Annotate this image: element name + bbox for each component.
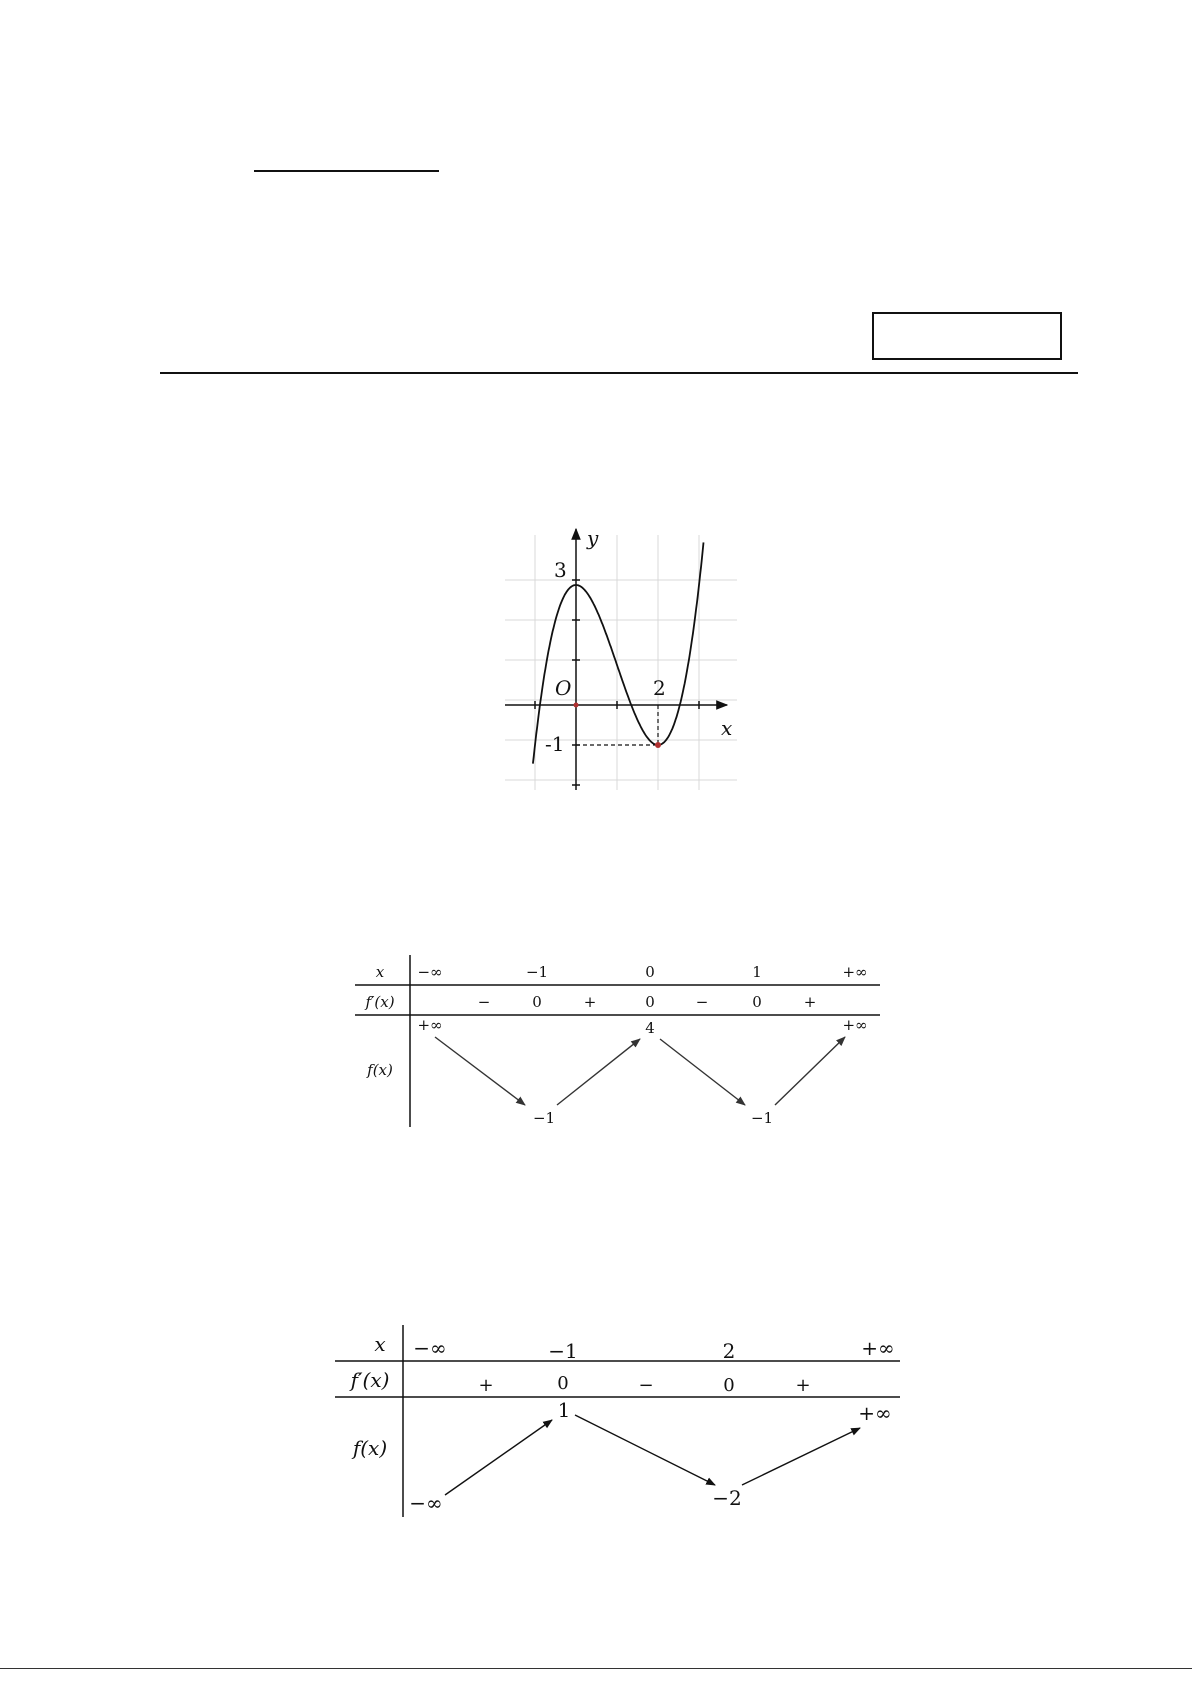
t2-x-2: 2 — [722, 1339, 736, 1363]
t2-zero-2: 0 — [723, 1375, 735, 1396]
t1-label-fprime: f′(x) — [365, 993, 395, 1011]
t1-f-min-b: −1 — [750, 1109, 774, 1127]
t1-sign-1: − — [477, 993, 491, 1011]
t1-arrow-2 — [557, 1039, 640, 1105]
t1-x-minus1: −1 — [525, 963, 549, 981]
t1-f-left: +∞ — [417, 1016, 443, 1034]
t2-arrow-2 — [575, 1415, 715, 1485]
exam-code-box — [872, 312, 1062, 360]
variation-table-1 — [350, 955, 910, 1135]
t2-arrow-1 — [445, 1420, 552, 1495]
t2-label-f: f(x) — [352, 1436, 388, 1460]
t2-label-fprime: f′(x) — [350, 1368, 390, 1392]
t1-sign-4: + — [803, 993, 817, 1011]
t2-x-neg-inf: −∞ — [413, 1336, 447, 1360]
t1-x-neg-inf: −∞ — [417, 963, 443, 981]
t2-x-pos-inf: +∞ — [861, 1336, 895, 1360]
t1-arrow-4 — [775, 1037, 845, 1105]
t2-f-right: +∞ — [858, 1401, 892, 1425]
max-value-label: 3 — [554, 558, 567, 582]
t2-sign-1: + — [478, 1375, 494, 1396]
origin-label: O — [555, 676, 572, 700]
t1-f-min-a: −1 — [532, 1109, 556, 1127]
t1-arrow-1 — [435, 1037, 525, 1105]
min-value-label: -1 — [545, 732, 565, 756]
t1-f-right: +∞ — [842, 1016, 868, 1034]
t2-f-min: −2 — [712, 1486, 742, 1510]
origin-point — [574, 703, 579, 708]
x-axis-label: x — [721, 716, 733, 740]
function-graph — [495, 515, 745, 795]
t1-zero-3: 0 — [752, 993, 762, 1011]
min-point — [655, 742, 661, 748]
t1-zero-1: 0 — [532, 993, 542, 1011]
t2-label-x: x — [374, 1332, 386, 1356]
t2-arrow-3 — [742, 1428, 860, 1485]
t2-sign-2: − — [638, 1375, 654, 1396]
footer-rule — [0, 1668, 1192, 1669]
t2-f-max: 1 — [557, 1398, 571, 1422]
t1-arrow-3 — [660, 1039, 745, 1105]
y-axis-label: y — [587, 526, 599, 550]
t1-sign-3: − — [695, 993, 709, 1011]
header-divider — [160, 372, 1078, 374]
header-underline — [254, 170, 439, 172]
t2-x-minus1: −1 — [548, 1339, 578, 1363]
variation-table-2 — [330, 1325, 910, 1525]
t1-label-f: f(x) — [367, 1061, 393, 1079]
t2-f-left: −∞ — [409, 1491, 443, 1515]
t1-zero-2: 0 — [645, 993, 655, 1011]
t1-x-1: 1 — [752, 963, 762, 981]
t1-x-pos-inf: +∞ — [842, 963, 868, 981]
x-point-label: 2 — [653, 676, 666, 700]
t2-sign-3: + — [795, 1375, 811, 1396]
t1-label-x: x — [375, 963, 385, 981]
t1-sign-2: + — [583, 993, 597, 1011]
t1-f-max: 4 — [645, 1019, 655, 1037]
graph-grid — [505, 535, 737, 790]
t1-x-0: 0 — [645, 963, 655, 981]
t2-zero-1: 0 — [557, 1373, 569, 1394]
